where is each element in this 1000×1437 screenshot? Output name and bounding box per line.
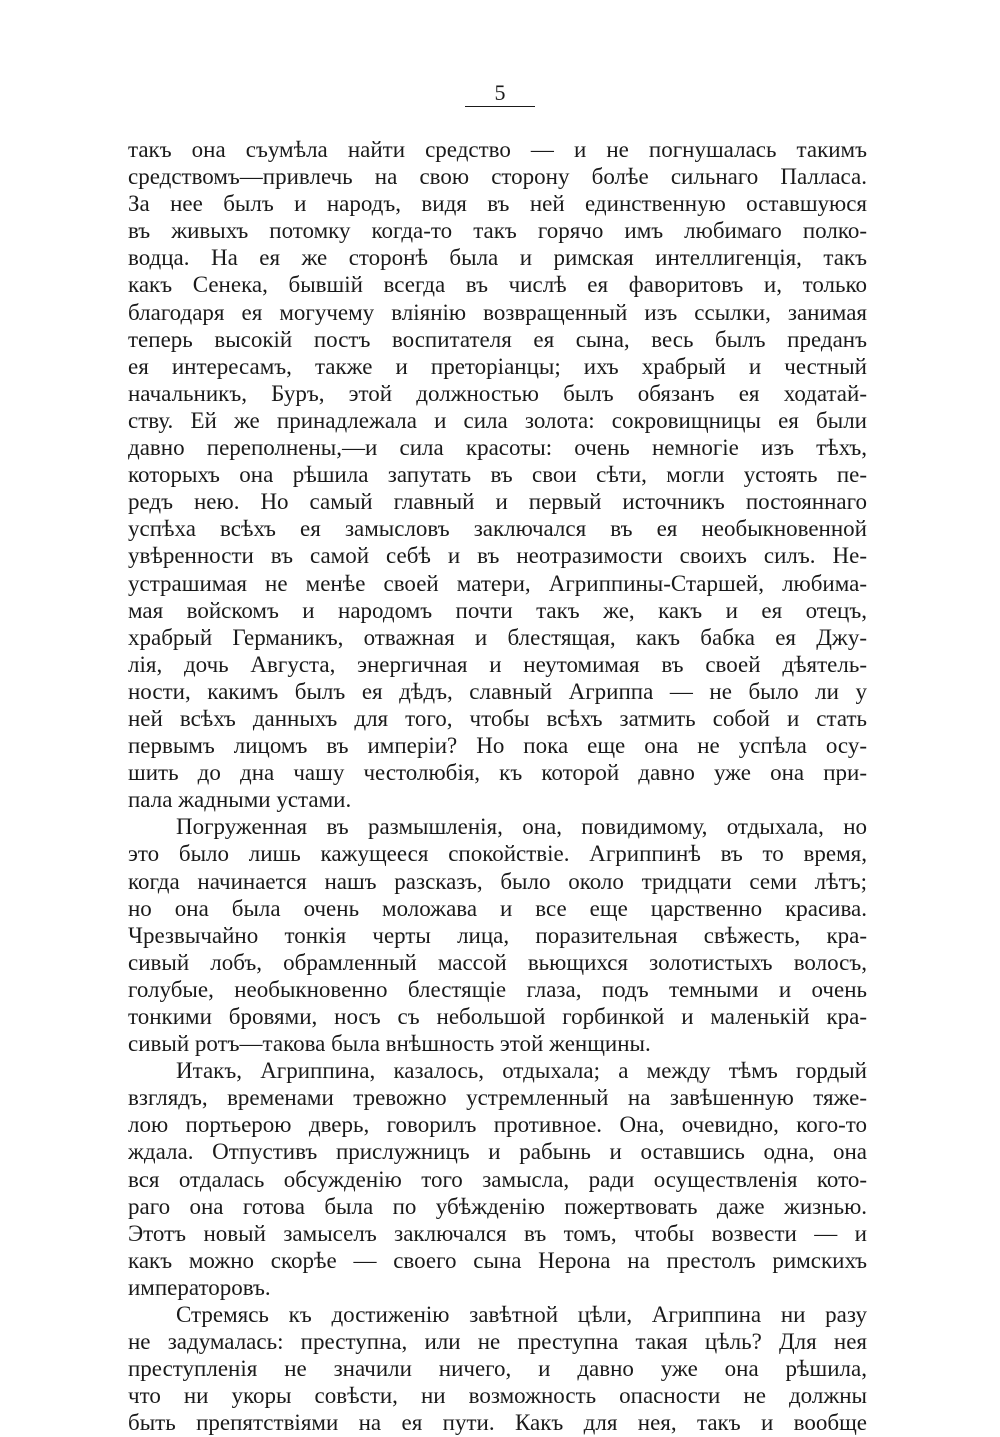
text-line: ству. Ей же принадлежала и сила золота: сокровищницы ея были [128, 407, 867, 433]
text-line: быть препятствіями на ея пути. Какъ для нея, такъ и вообще [128, 1410, 867, 1436]
text-line: Погруженная въ размышленія, она, повидимому, отдыхала, но [176, 814, 867, 840]
text-line: взглядъ, временами тревожно устремленный на завѣшенную тяже- [128, 1085, 867, 1111]
text-line: увѣренности въ самой себѣ и въ неотразимости своихъ силъ. Не- [128, 543, 867, 569]
text-line: ея интересамъ, также и преторіанцы; ихъ храбрый и честный [128, 353, 867, 379]
text-line: благодаря ея могучему вліянію возвращенный изъ ссылки, занимая [128, 299, 867, 325]
text-line: начальникъ, Буръ, этой должностью былъ обязанъ ея ходатай- [128, 380, 867, 406]
text-line: Чрезвычайно тонкія черты лица, поразительная свѣжесть, кра- [128, 922, 867, 948]
text-line: мая войскомъ и народомъ почти такъ же, какъ и ея отецъ, [128, 597, 867, 623]
text-line: тонкими бровями, носъ съ небольшой горбинкой и маленькій кра- [128, 1004, 867, 1029]
text-line: лія, дочь Августа, энергичная и неутомимая въ своей дѣятель- [128, 651, 867, 677]
text-line: голубые, необыкновенно блестящіе глаза, подъ темными и очень [128, 976, 867, 1002]
text-line: успѣха всѣхъ ея замысловъ заключался въ ея необыкновенной [128, 516, 867, 542]
text-line: которыхъ она рѣшила запутать въ свои сѣти, могли устоять пе- [128, 462, 867, 488]
text-line: средствомъ—привлечь на свою сторону болѣе сильнаго Палласа. [128, 164, 867, 190]
text-line: пала жадными устами. [128, 787, 352, 813]
text-line: когда начинается нашъ разсказъ, было около тридцати семи лѣтъ; [128, 868, 867, 894]
text-line: За нее былъ и народъ, видя въ ней единственную оставшуюся [128, 191, 867, 217]
text-line: императоровъ. [128, 1274, 271, 1300]
text-line: водца. На ея же сторонѣ была и римская интеллигенція, такъ [128, 245, 867, 271]
text-line: сивый лобъ, обрамленный массой вьющихся золотистыхъ волосъ, [128, 949, 867, 975]
text-line: въ живыхъ потомку когда-то такъ горячо имъ любимаго полко- [128, 218, 867, 244]
body-text [128, 136, 867, 1437]
text-line: редъ нею. Но самый главный и первый источникъ постояннаго [128, 489, 867, 515]
text-line: не задумалась: преступна, или не преступна такая цѣль? Для нея [128, 1329, 867, 1355]
text-line: Итакъ, Агриппина, казалось, отдыхала; а между тѣмъ гордый [176, 1058, 867, 1084]
text-line: такъ она съумѣла найти средство — и не погнушалась такимъ [128, 137, 867, 162]
text-line: что ни укоры совѣсти, ни возможность опасности не должны [128, 1383, 867, 1409]
text-line: это было лишь кажущееся спокойствіе. Агриппинѣ въ то время, [128, 841, 867, 867]
text-line: шить до дна чашу честолюбія, къ которой давно уже она при- [128, 760, 867, 786]
text-line: Стремясь къ достиженію завѣтной цѣли, Агриппина ни разу [176, 1302, 867, 1328]
page-number: 5 [494, 80, 506, 105]
text-line: храбрый Германикъ, отважная и блестящая, какъ бабка ея Джу- [128, 624, 867, 650]
text-line: преступленія не значили ничего, и давно уже она рѣшила, [128, 1356, 867, 1382]
text-line: устрашимая не менѣе своей матери, Агриппины-Старшей, любима- [128, 570, 867, 596]
text-line: сивый ротъ—такова была внѣшность этой женщины. [128, 1031, 651, 1057]
text-line: ности, какимъ былъ ея дѣдъ, славный Агриппа — не было ли у [128, 678, 867, 704]
text-line: но она была очень моложава и все еще царственно красива. [128, 895, 867, 921]
text-line: первымъ лицомъ въ имперіи? Но пока еще она не успѣла осу- [128, 733, 867, 759]
text-line: какъ можно скорѣе — своего сына Нерона на престолъ римскихъ [128, 1247, 867, 1273]
text-line: ней всѣхъ данныхъ для того, чтобы всѣхъ затмить собой и стать [128, 705, 867, 731]
text-line: теперь высокій постъ воспитателя ея сына, весь былъ преданъ [128, 326, 867, 352]
page-number-rule [465, 106, 535, 107]
text-line: лою портьерою дверь, говорилъ противное. Она, очевидно, кого-то [128, 1112, 867, 1138]
text-line: раго она готова была по убѣжденію пожертвовать даже жизнью. [128, 1193, 867, 1219]
text-line: ждала. Отпустивъ прислужницъ и рабынь и оставшись одна, она [128, 1139, 867, 1165]
text-line: Этотъ новый замыселъ заключался въ томъ, чтобы возвести — и [128, 1220, 867, 1246]
text-line: давно переполнены,—и сила красоты: очень немногіе изъ тѣхъ, [128, 435, 867, 461]
text-line: вся отдалась обсужденію того замысла, ради осуществленія кото- [128, 1166, 867, 1192]
text-line: какъ Сенека, бывшій всегда въ числѣ ея фаворитовъ и, только [128, 272, 867, 298]
